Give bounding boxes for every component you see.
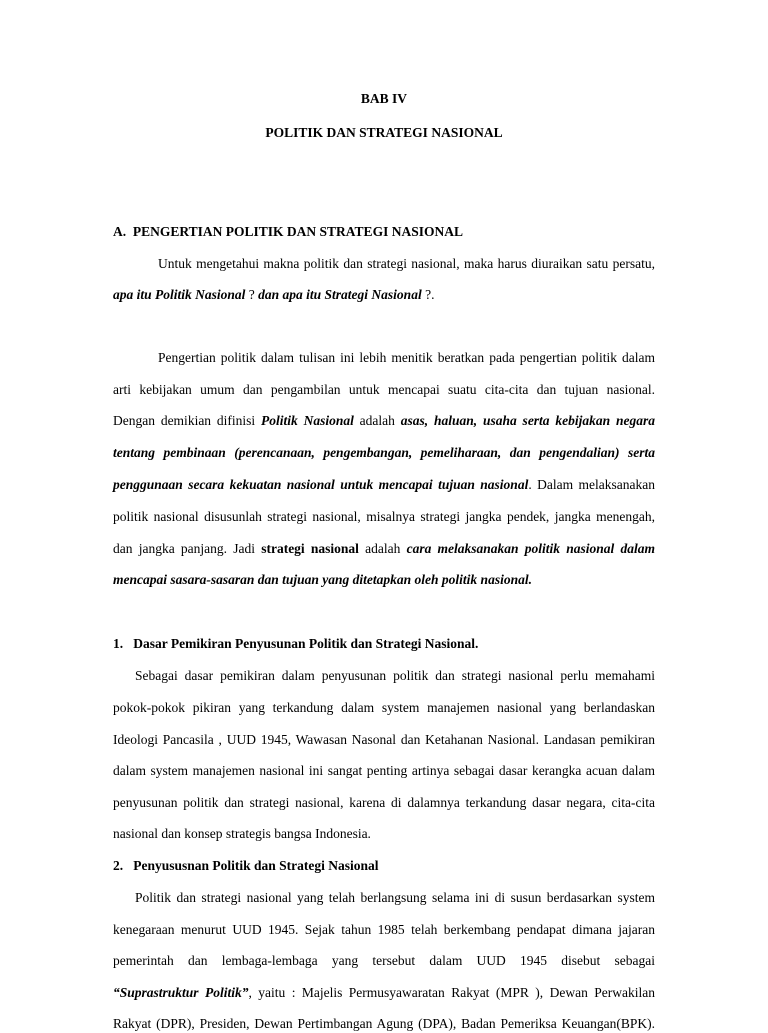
chapter-number: BAB IV (360, 91, 408, 106)
paragraph-line: penggunaan secara kekuatan nasional untuk mencapai tujuan nasional. Dalam melaksanakan (113, 477, 655, 492)
italic-term: penggunaan secara kekuatan nasional untuk mencapai tujuan nasional (113, 477, 529, 492)
italic-term: apa itu Politik Nasional (113, 287, 246, 302)
paragraph-line: Untuk mengetahui makna politik dan strategi nasional, maka harus diuraikan satu persatu, (158, 256, 655, 271)
paragraph-line: apa itu Politik Nasional ? dan apa itu Strategi Nasional ?. (113, 287, 435, 302)
paragraph-line: tentang pembinaan (perencanaan, pengembangan, pemeliharaan, dan pengendalian) serta (113, 445, 655, 460)
paragraph-line: Rakyat (DPR), Presiden, Dewan Pertimbangan Agung (DPA), Badan Pemeriksa Keuangan(BPK). (113, 1016, 655, 1031)
paragraph-line: dan jangka panjang. Jadi strategi nasional adalah cara melaksanakan politik nasional dalam (113, 541, 655, 556)
paragraph-line: nasional dan konsep strategis bangsa Indonesia. (113, 826, 371, 841)
italic-term: “Suprastruktur Politik” (113, 985, 249, 1000)
paragraph-line: Pengertian politik dalam tulisan ini lebih menitik beratkan pada pengertian politik dalam (158, 350, 655, 365)
paragraph-line: arti kebijakan umum dan pengambilan untuk mencapai suatu cita-cita dan tujuan nasional. (113, 382, 655, 397)
section-a-heading: A. PENGERTIAN POLITIK DAN STRATEGI NASIONAL (113, 224, 463, 239)
subsection-1-heading: 1. Dasar Pemikiran Penyusunan Politik dan Strategi Nasional. (113, 636, 479, 651)
bold-term: strategi nasional (261, 541, 359, 556)
paragraph-line: mencapai sasara-sasaran dan tujuan yang ditetapkan oleh politik nasional. (113, 572, 532, 587)
paragraph-line: pokok-pokok pikiran yang terkandung dalam system manajemen nasional yang berlandaskan (113, 700, 655, 715)
paragraph-line: politik nasional disusunlah strategi nasional, misalnya strategi jangka pendek, jangka menengah, (113, 509, 655, 524)
paragraph-line: Ideologi Pancasila , UUD 1945, Wawasan Nasonal dan Ketahanan Nasional. Landasan pemikiran (113, 732, 655, 747)
paragraph-line: kenegaraan menurut UUD 1945. Sejak tahun 1985 telah berkembang pendapat dimana jajaran (113, 922, 655, 937)
italic-term: cara melaksanakan politik nasional dalam (406, 541, 655, 556)
paragraph-line: Sebagai dasar pemikiran dalam penyusunan politik dan strategi nasional perlu memahami (135, 668, 655, 683)
paragraph-line: Dengan demikian difinisi Politik Nasional adalah asas, haluan, usaha serta kebijakan negara (113, 413, 655, 428)
italic-term: dan apa itu Strategi Nasional (258, 287, 422, 302)
paragraph-line: “Suprastruktur Politik”, yaitu : Majelis Permusyawaratan Rakyat (MPR ), Dewan Perwakilan (113, 985, 655, 1000)
paragraph-line: penyusunan politik dan strategi nasional, karena di dalamnya terkandung dasar negara, cita-cita (113, 795, 655, 810)
subsection-2-heading: 2. Penyususnan Politik dan Strategi Nasional (113, 858, 379, 873)
italic-term: asas, haluan, usaha serta kebijakan negara (400, 413, 655, 428)
chapter-title: POLITIK DAN STRATEGI NASIONAL (265, 125, 503, 140)
paragraph-line: Politik dan strategi nasional yang telah berlangsung selama ini di susun berdasarkan system (135, 890, 655, 905)
paragraph-line: dalam system manajemen nasional ini sangat penting artinya sebagai dasar kerangka acuan dalam (113, 763, 655, 778)
italic-term: Politik Nasional (260, 413, 354, 428)
paragraph-line: pemerintah dan lembaga-lembaga yang tersebut dalam UUD 1945 disebut sebagai (113, 953, 655, 968)
